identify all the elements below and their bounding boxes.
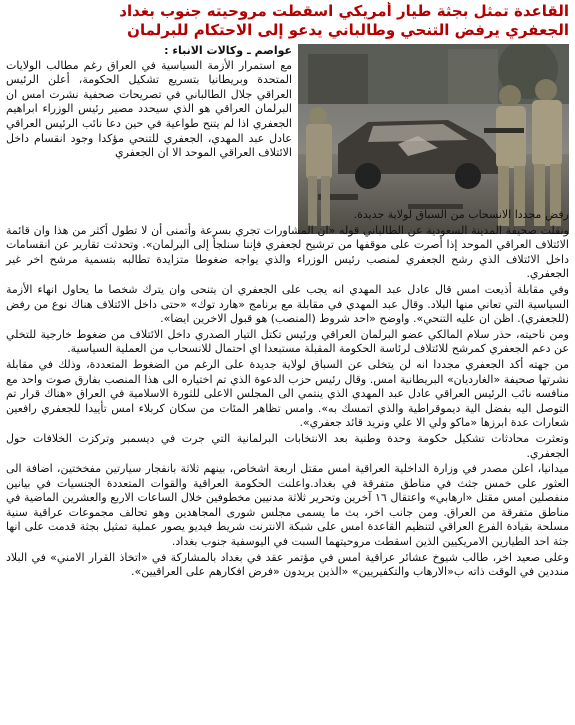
body-paragraph: وعلى صعيد اخر، طالب شيوخ عشائر عراقية امس في مؤتمر عقد في بغداد بالمشاركة في «اتخاذ القرار الامني» في البلاد منددين في الوقت ذاته ب«الارهاب والتكفيريين» «الذين يريدون «فرض افكارهم على العراقيين». [6,550,569,579]
headline-secondary: الجعفري يرفض التنحي وطالباني يدعو إلى الاحتكام للبرلمان [127,21,569,39]
body-paragraph: ميدانيا، اعلن مصدر في وزارة الداخلية العراقية امس مقتل اربعة اشخاص، بينهم ثلاثة بانفجار سيارتين مفخختين، اضافة الى العثور على خمس جثث في مناطق متفرقة في بغداد.واعلنت الحكومة العراقية والقوات المتعددة الجنسيات في بيانين منفصلين امس مقتل «ارهابي» واعتقال ١٦ آخرين وتحرير ثلاثة مدنيين مخطوفين خلال الساعات الاربع والعشرين الماضية في مناطق متفرقة من العراق. ومن جانب اخر، بث ما يسمى مجلس شورى المجاهدين وهو تحالف مجموعات عراقية سنية مسلحة بقيادة الفرع العراقي لتنظيم القاعدة امس على شبكة الانترنت شريط فيديو يصور عملية تمثيل بجثة قدمت على انها جثة احد الطيارين الامريكيين الذين اسقطت مروحيتهما السبت في اليوسفية جنوب بغداد. [6,462,569,549]
body-paragraph: ونقلت صحيفة المدينة السعودية عن الطالباني قوله «ان المشاورات تجري بسرعة وأتمنى أن لا تطول أكثر من هذا وان قائمة الائتلاف العراقي الموحد إذا أصرت على موقفها من ترشيح لجعفري فإننا سنلجأ إلى البرلمان». وتحدثت تقارير عن انقسامات داخل الائتلاف الذي رشح الجعفري لمنصب رئيس الوزراء والذي يواجه ضغوطا متزايدة تطالبه بتسمية مرشح اخر غير الجعفري. [6,223,569,281]
body-paragraph: وفي مقابلة أذيعت امس قال عادل عبد المهدي انه يجب على الجعفري ان يتنحى وان يترك شخصا ما يحاول انهاء الأزمة السياسية التي تعاني منها البلاد. وقال عبد المهدي في مقابلة مع برنامج «هارد توك» «حتى داخل الائتلاف هناك نوع من رفض (للجعفري). اظن ان عليه التنحي». واوضح «احد شروط (المنصب) هو قبول الاخرين ايضا». [6,282,569,326]
photo-illustration [298,44,569,234]
body-paragraph: وتعثرت محادثات تشكيل حكومة وحدة وطنية بعد الانتخابات البرلمانية التي جرت في ديسمبر وتركزت الخلافات حول الجعفري. [6,431,569,460]
byline: عواصم ـ وكالات الانباء : [164,44,292,57]
body-paragraph: من جهته أكد الجعفري مجددا انه لن يتخلى عن السباق لولاية جديدة على الرغم من الضغوط المتعددة، وذلك في مقابلة نشرتها صحيفة «الغارديان» البريطانية امس. وقال رئيس حزب الدعوة الذي تم اختياره الى هذا المنصب بفارق صوت واحد مع منافسه نائب الرئيس العراقي عادل عبد المهدي الذي ينتمي الى المجلس الاعلى للثورة الاسلامية في العراق «هناك قرار تم التوصل اليه بفضل الية ديموقراطية والذي اتمسك به». وامس تظاهر المئات من سكان كربلاء امس تأييدا للجعفري رافعين شعارات عدة ابرزها «ماكو ولي الا علي ونريد قائد جعفري». [6,357,569,430]
lead-paragraph: مع استمرار الأزمة السياسية في العراق رغم مطالب الولايات المتحدة وبريطانيا بتسريع تشكيل الحكومة، أعلن الرئيس العراقي جلال الطالباني في تصريحات صحفية نشرت امس ان البرلمان العراقي هو الذي سيحدد مصير رئيس الوزراء ابراهيم الجعفري اذا لم يتنح طواعية في حين دعا نائب الرئيس العراقي عادل عبد المهدي، الجعفري للتنحي مؤكدا وجود انقسام داخل الائتلاف العراقي الموحد الا ان الجعفري [6,58,292,160]
headline-primary: القاعدة تمثل بجثة طيار أمريكي اسقطت مروحيته جنوب بغداد [119,2,569,20]
body-paragraph: ومن ناحيته، حذر سلام المالكي عضو البرلمان العراقي ورئيس تكتل التيار الصدري داخل الائتلاف من ضغوط خارجية للتخلي عن دعم الجعفري كمرشح للائتلاف لرئاسة الحكومة المقبلة مستبعدا اي احتمال للانسحاب من العملية السياسية. [6,327,569,356]
article-body [6,208,569,581]
body-paragraph: رفض مجددا الانسحاب من السباق لولاية جديدة. [353,208,569,221]
news-photo [298,44,569,234]
lead-column [6,44,292,161]
